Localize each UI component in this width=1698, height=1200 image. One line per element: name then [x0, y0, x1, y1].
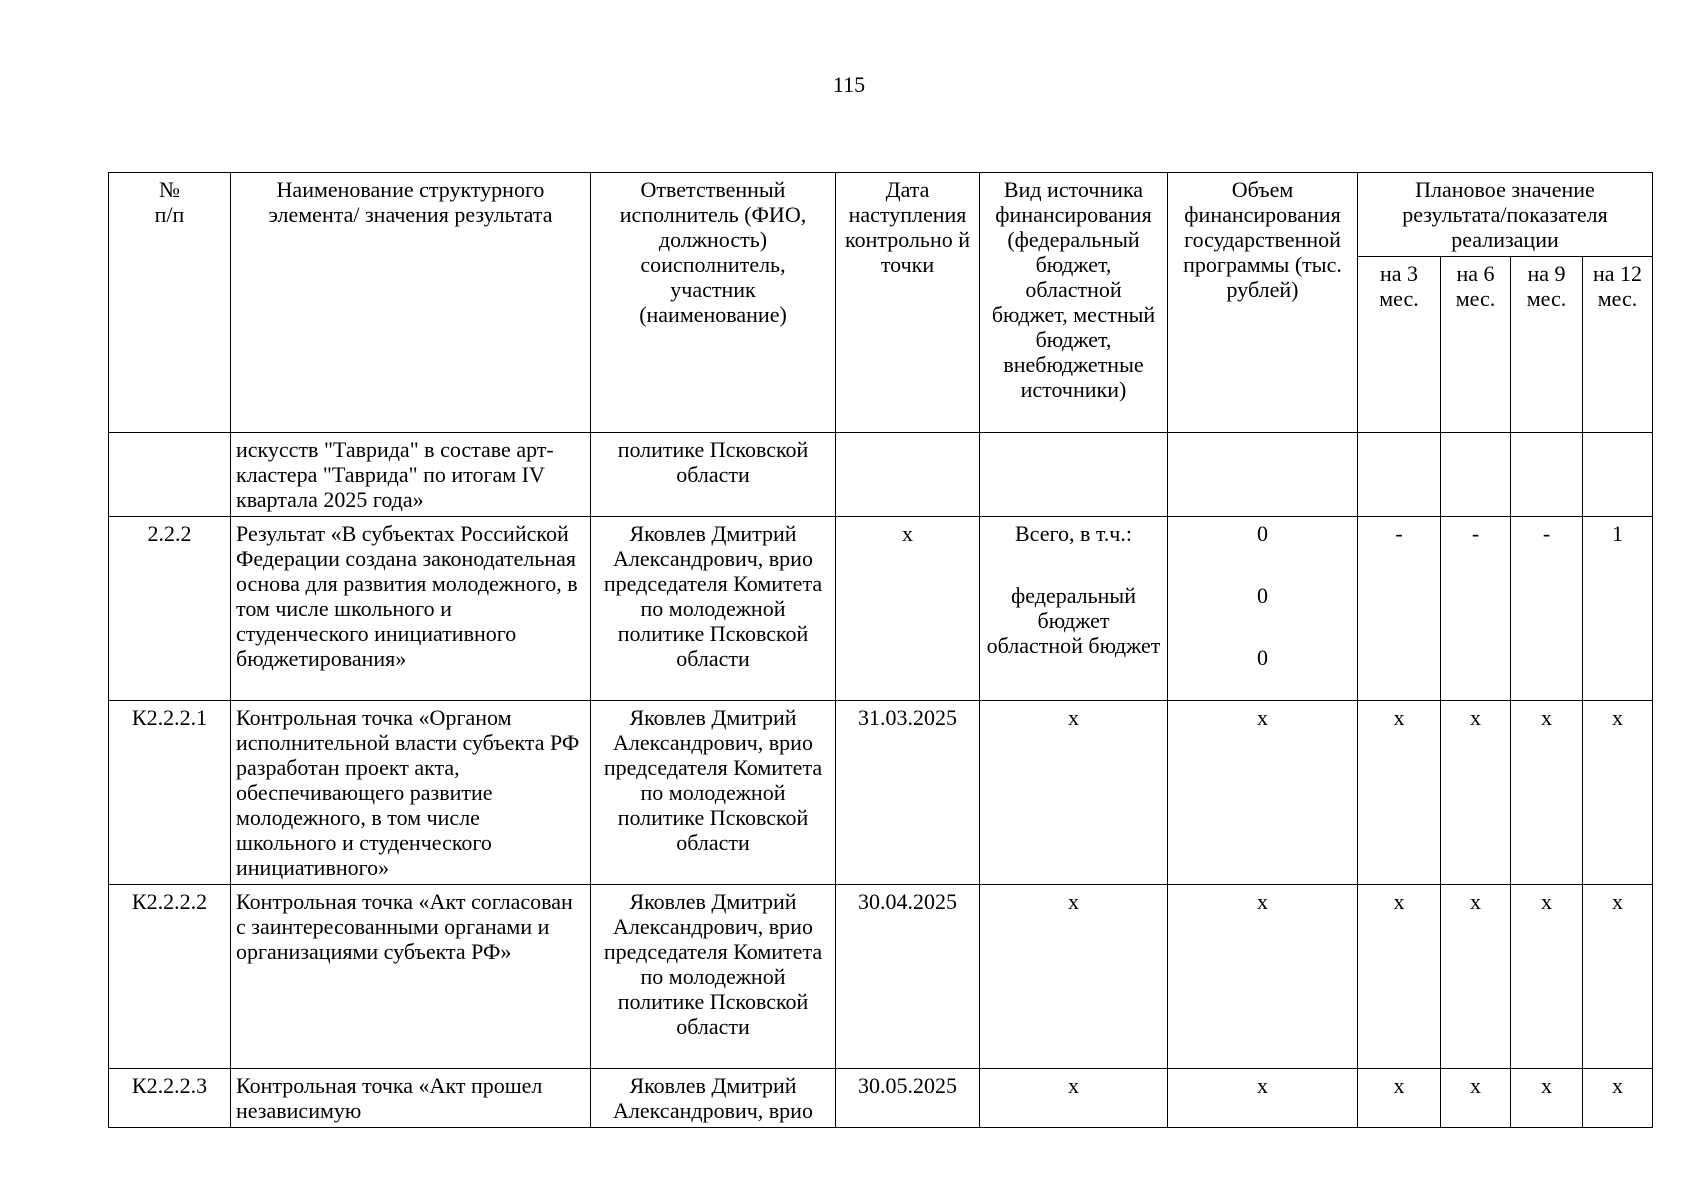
header-m3: на 3 мес. — [1358, 257, 1441, 433]
row-m12: х — [1583, 1069, 1653, 1128]
table-row — [109, 701, 1653, 885]
row-source: х — [980, 1069, 1168, 1128]
page-number: 115 — [832, 72, 866, 97]
row-m3 — [1358, 433, 1441, 517]
row-date: 31.03.2025 — [836, 701, 980, 885]
row-date: х — [836, 517, 980, 701]
volume-federal: 0 — [1257, 583, 1268, 608]
row-num: 2.2.2 — [109, 517, 231, 701]
row-responsible: политике Псковской области — [591, 433, 836, 517]
header-m9: на 9 мес. — [1511, 257, 1583, 433]
table-header — [109, 173, 1653, 433]
row-m6: х — [1441, 701, 1511, 885]
row-m12: 1 — [1583, 517, 1653, 701]
row-num — [109, 433, 231, 517]
row-responsible: Яковлев Дмитрий Александрович, врио председателя Комитета по молодежной политике Псковской области — [591, 701, 836, 885]
row-volume: х — [1168, 885, 1358, 1069]
row-m9: х — [1511, 701, 1583, 885]
row-date — [836, 433, 980, 517]
table-row — [109, 885, 1653, 1069]
header-date: Дата наступления контрольно й точки — [836, 173, 980, 433]
row-volume: х — [1168, 701, 1358, 885]
row-num: К2.2.2.2 — [109, 885, 231, 1069]
row-responsible: Яковлев Дмитрий Александрович, врио председателя Комитета по молодежной политике Псковской области — [591, 885, 836, 1069]
row-m9: х — [1511, 1069, 1583, 1128]
row-name: искусств "Таврида" в составе арт-кластера "Таврида" по итогам IV квартала 2025 года» — [231, 433, 591, 517]
row-m3: - — [1358, 517, 1441, 701]
row-num: К2.2.2.1 — [109, 701, 231, 885]
row-m6: х — [1441, 1069, 1511, 1128]
header-plan: Плановое значение результата/показателя реализации — [1358, 173, 1653, 257]
header-m12: на 12 мес. — [1583, 257, 1653, 433]
row-num: К2.2.2.3 — [109, 1069, 231, 1128]
header-m6: на 6 мес. — [1441, 257, 1511, 433]
row-name: Результат «В субъектах Российской Федерации создана законодательная основа для развития молодежного, в том числе школьного и студенческого инициативного бюджетирования» — [231, 517, 591, 701]
volume-total: 0 — [1257, 521, 1268, 546]
table-row — [109, 433, 1653, 517]
plan-table — [108, 172, 1653, 1128]
row-m3: х — [1358, 885, 1441, 1069]
table-row — [109, 1069, 1653, 1128]
row-volume — [1168, 517, 1358, 701]
row-source — [980, 517, 1168, 701]
header-name: Наименование структурного элемента/ значения результата — [231, 173, 591, 433]
volume-regional: 0 — [1257, 645, 1268, 670]
row-m12: х — [1583, 885, 1653, 1069]
row-m6: х — [1441, 885, 1511, 1069]
row-responsible: Яковлев Дмитрий Александрович, врио председателя Комитета по молодежной политике Псковской области — [591, 517, 836, 701]
header-source: Вид источника финансирования (федеральный бюджет, областной бюджет, местный бюджет, внебюджетные источники) — [980, 173, 1168, 433]
row-m6: - — [1441, 517, 1511, 701]
row-m3: х — [1358, 1069, 1441, 1128]
row-m12 — [1583, 433, 1653, 517]
row-source — [980, 433, 1168, 517]
row-m12: х — [1583, 701, 1653, 885]
row-volume — [1168, 433, 1358, 517]
source-regional: областной бюджет — [986, 633, 1161, 658]
row-m9: х — [1511, 885, 1583, 1069]
row-date: 30.05.2025 — [836, 1069, 980, 1128]
row-source: х — [980, 885, 1168, 1069]
source-federal: федеральный бюджет — [1011, 583, 1136, 633]
source-total: Всего, в т.ч.: — [1015, 521, 1132, 546]
row-name: Контрольная точка «Органом исполнительной власти субъекта РФ разработан проект акта, обеспечивающего развитие молодежного, в том числе школьного и студенческого инициативного» — [231, 701, 591, 885]
row-name: Контрольная точка «Акт прошел независимую — [231, 1069, 591, 1128]
row-responsible: Яковлев Дмитрий Александрович, врио — [591, 1069, 836, 1128]
row-m9: - — [1511, 517, 1583, 701]
header-num: № п/п — [109, 173, 231, 433]
row-name: Контрольная точка «Акт согласован с заинтересованными органами и организациями субъекта РФ» — [231, 885, 591, 1069]
row-date: 30.04.2025 — [836, 885, 980, 1069]
row-volume: х — [1168, 1069, 1358, 1128]
header-responsible: Ответственный исполнитель (ФИО, должность) соисполнитель, участник (наименование) — [591, 173, 836, 433]
row-m6 — [1441, 433, 1511, 517]
row-m9 — [1511, 433, 1583, 517]
row-m3: х — [1358, 701, 1441, 885]
header-volume: Объем финансирования государственной программы (тыс. рублей) — [1168, 173, 1358, 433]
row-source: х — [980, 701, 1168, 885]
table-row — [109, 517, 1653, 701]
